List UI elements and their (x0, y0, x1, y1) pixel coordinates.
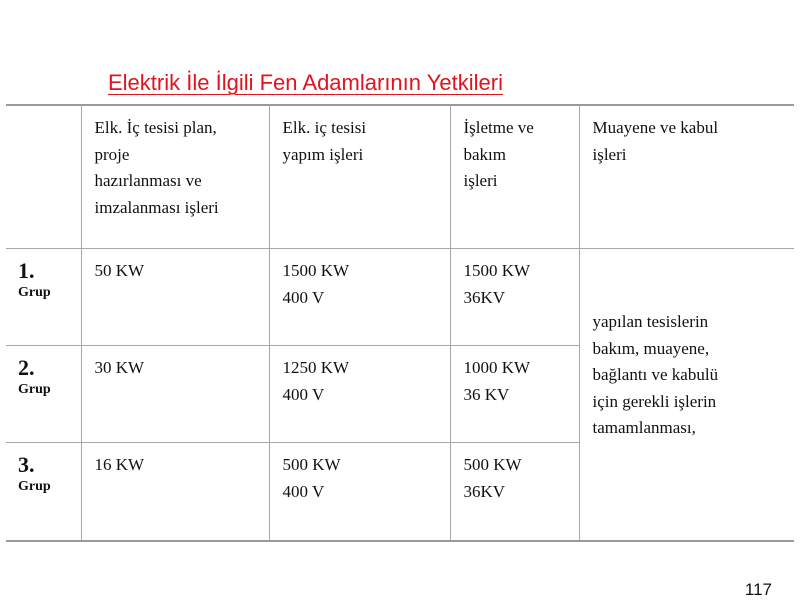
header-cell-empty (6, 105, 81, 249)
group-cell (6, 346, 81, 443)
group-label: Grup (18, 285, 51, 300)
header-isletme-line: İşletme ve (463, 118, 534, 137)
header-cell-isletme (450, 105, 579, 249)
isletme-power: 500 KW (463, 455, 522, 474)
header-cell-yapim (269, 105, 450, 249)
group-label: Grup (18, 382, 51, 397)
isletme-voltage: 36 KV (463, 384, 510, 404)
group-label: Grup (18, 479, 51, 494)
muayene-line: bakım, muayene, (592, 338, 710, 358)
plan-value: 30 KW (94, 358, 145, 377)
yapim-power: 500 KW (282, 455, 341, 474)
isletme-power: 1500 KW (463, 261, 531, 280)
plan-cell (81, 249, 269, 346)
plan-value: 50 KW (94, 261, 145, 280)
isletme-cell (450, 249, 579, 346)
header-isletme-line: işleri (463, 171, 498, 190)
muayene-line: için gerekli işlerin (592, 391, 717, 411)
slide-title: Elektrik İle İlgili Fen Adamlarının Yetkileri (108, 70, 503, 95)
header-plan-line: hazırlanması ve (94, 171, 202, 190)
plan-cell (81, 443, 269, 542)
authority-table (6, 104, 794, 542)
muayene-line: bağlantı ve kabulü (592, 365, 719, 385)
plan-value: 16 KW (94, 455, 145, 474)
group-cell (6, 443, 81, 542)
header-isletme-line: bakım (463, 144, 506, 164)
plan-cell (81, 346, 269, 443)
yapim-power: 1250 KW (282, 358, 350, 377)
yapim-cell (269, 249, 450, 346)
header-muayene-line: işleri (592, 144, 627, 164)
isletme-power: 1000 KW (463, 358, 531, 377)
header-plan-line: Elk. İç tesisi plan, (94, 118, 217, 137)
muayene-line: yapılan tesislerin (592, 312, 709, 332)
yapim-voltage: 400 V (282, 481, 325, 501)
yapim-cell (269, 443, 450, 542)
header-muayene-line: Muayene ve kabul (592, 118, 719, 137)
yapim-voltage: 400 V (282, 384, 325, 404)
yapim-power: 1500 KW (282, 261, 350, 280)
group-number: 3. (18, 452, 35, 477)
isletme-voltage: 36KV (463, 481, 506, 501)
isletme-cell (450, 346, 579, 443)
header-yapim-line: yapım işleri (282, 144, 364, 164)
yapim-cell (269, 346, 450, 443)
group-cell (6, 249, 81, 346)
header-cell-plan (81, 105, 269, 249)
page-number: 117 (744, 580, 772, 599)
table-header-row (6, 105, 794, 249)
isletme-voltage: 36KV (463, 287, 506, 307)
muayene-merged-cell (579, 249, 794, 542)
isletme-cell (450, 443, 579, 542)
group-number: 1. (18, 258, 35, 283)
yapim-voltage: 400 V (282, 287, 325, 307)
header-plan-line: imzalanması işleri (94, 197, 219, 217)
header-cell-muayene (579, 105, 794, 249)
group-number: 2. (18, 355, 35, 380)
muayene-line: tamamlanması, (592, 418, 696, 438)
header-plan-line: proje (94, 144, 130, 164)
header-yapim-line: Elk. iç tesisi (282, 118, 367, 137)
table-row (6, 249, 794, 346)
